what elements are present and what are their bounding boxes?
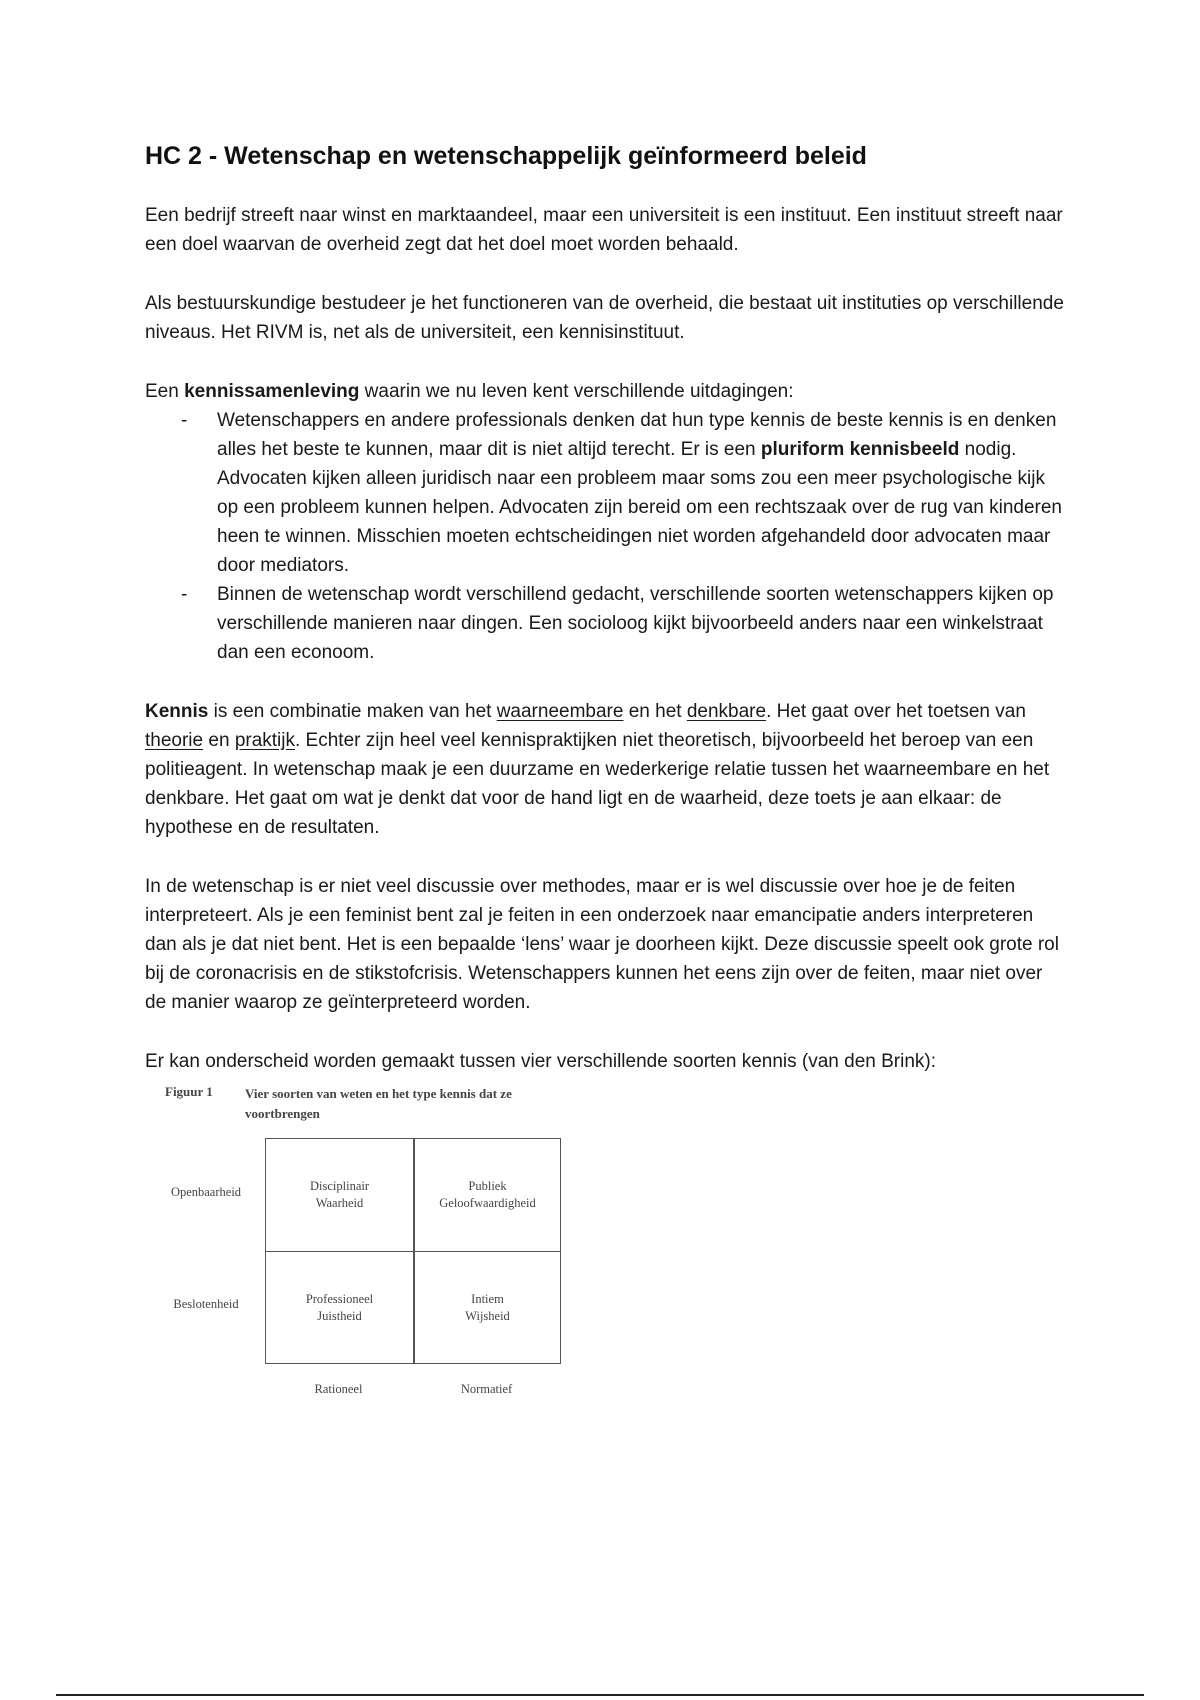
section-kennissamenleving [145, 377, 1065, 667]
col-label-rationeel: Rationeel [314, 1381, 363, 1396]
figure-caption: Vier soorten van weten en het type kennis dat ze voortbrengen [245, 1085, 512, 1121]
paragraph-5: In de wetenschap is er niet veel discussie over methodes, maar er is wel discussie over hoe je de feiten interpreteert. Als je een feminist bent zal je feiten in een onderzoek naar emancipatie anders interpreteren dan als je dat niet bent. Het is een bepaalde ‘lens’ waar je doorheen kijkt. Deze discussie speelt ook grote rol bij de coronacrisis en de stikstofcrisis. Wetenschappers kunnen het eens zijn over de feiten, maar niet over de manier waarop ze geïnterpreteerd worden. [145, 875, 1059, 1013]
term-pluriform-kennisbeeld: pluriform kennisbeeld [760, 438, 960, 460]
figure-label: Figuur 1 [165, 1083, 213, 1099]
knowledge-matrix [265, 1138, 561, 1364]
term-kennissamenleving: kennissamenleving [184, 380, 360, 402]
paragraph-2: Als bestuurskundige bestudeer je het functioneren van de overheid, die bestaat uit instituties op verschillende niveaus. Het RIVM is, net als de universiteit, een kennisinstituut. [145, 292, 1064, 343]
paragraph-3: Een kennissamenleving waarin we nu leven kent verschillende uitdagingen: [145, 380, 794, 402]
figure-1 [145, 1082, 565, 1412]
cell-professioneel-juistheid: Professioneel Juistheid [305, 1291, 374, 1323]
cell-intiem-wijsheid: Intiem Wijsheid [465, 1291, 510, 1323]
paragraph-4: Kennis is een combinatie maken van het waarneembare en het denkbare. Het gaat over het toetsen van theorie en praktijk. Echter zijn heel veel kennispraktijken niet theoretisch, bijvoorbeeld het beroep van een politieagent. In wetenschap maak je een duurzame en wederkerige relatie tussen het waarneembare en het denkbare. Het gaat om wat je denkt dat voor de hand ligt en de waarheid, deze toets je aan elkaar: de hypothese en de resultaten. [145, 700, 1050, 838]
term-kennis: Kennis [145, 700, 209, 722]
page-bottom-rule [56, 1694, 1144, 1696]
paragraph-1: Een bedrijf streeft naar winst en marktaandeel, maar een universiteit is een instituut. Een instituut streeft naar een doel waarvan de overheid zegt dat het doel moet worden behaald. [145, 204, 1063, 255]
list-item: - Wetenschappers en andere professionals denken dat hun type kennis de beste kennis is en denken alles het beste te kunnen, maar dit is niet altijd terecht. Er is een pluriform kennisbeeld nodig. Advocaten kijken alleen juridisch naar een probleem maar soms zou een meer psychologische kijk op een probleem kunnen helpen. Advocaten zijn bereid om een rechtszaak over de rug van kinderen heen te winnen. Misschien moeten echtscheidingen niet worden afgehandeld door advocaten maar door mediators. [217, 406, 1065, 580]
col-label-normatief: Normatief [460, 1381, 513, 1396]
page-title: HC 2 - Wetenschap en wetenschappelijk geïnformeerd beleid [145, 142, 867, 170]
cell-publiek-geloofwaardigheid: Publiek Geloofwaardigheid [439, 1178, 536, 1210]
cell-disciplinair-waarheid: Disciplinair Waarheid [309, 1178, 369, 1210]
paragraph-6: Er kan onderscheid worden gemaakt tussen vier verschillende soorten kennis (van den Brink): [145, 1050, 937, 1072]
row-label-beslotenheid: Beslotenheid [173, 1296, 239, 1311]
list-item: - Binnen de wetenschap wordt verschillend gedacht, verschillende soorten wetenschappers kijken op verschillende manieren naar dingen. Een socioloog kijkt bijvoorbeeld anders naar een winkelstraat dan een econoom. [217, 580, 1065, 667]
challenges-list [145, 406, 1065, 667]
document-page [145, 140, 1065, 1412]
row-label-openbaarheid: Openbaarheid [170, 1184, 242, 1199]
